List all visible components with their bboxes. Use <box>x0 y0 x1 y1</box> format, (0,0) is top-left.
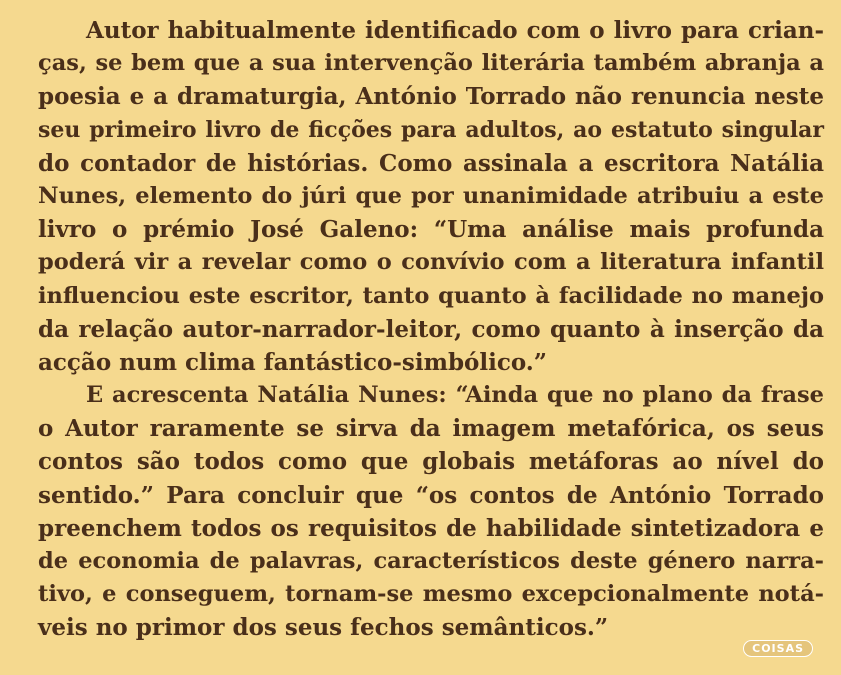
text-line: o Autor raramente se sirva da imagem metafórica, os seus <box>38 415 824 443</box>
text-line: do contador de histórias. Como assinala a escritora Natália <box>38 149 824 177</box>
text-line: poderá vir a revelar como o convívio com a literatura infantil <box>38 249 824 276</box>
text-line: influenciou este escritor, tanto quanto à facilidade no manejo <box>38 282 824 309</box>
text-line: E acrescenta Natália Nunes: “Ainda que no plano da frase <box>86 382 824 409</box>
text-line: Autor habitualmente identificado com o livro para crian- <box>86 17 824 44</box>
text-line: sentido.” Para concluir que “os contos de António Torrado <box>38 481 824 509</box>
text-line: de economia de palavras, característicos deste género narra- <box>38 548 824 574</box>
text-line: ças, se bem que a sua intervenção literária também abranja a <box>38 50 824 77</box>
body-text <box>38 14 824 645</box>
text-line: poesia e a dramaturgia, António Torrado não renuncia neste <box>38 83 824 111</box>
text-line: tivo, e conseguem, tornam-se mesmo excepcionalmente notá- <box>38 581 824 608</box>
text-line: veis no primor dos seus fechos semânticos.” <box>38 614 609 642</box>
text-line: contos são todos como que globais metáforas ao nível do <box>38 448 824 476</box>
text-line: Nunes, elemento do júri que por unanimidade atribuiu a este <box>38 182 824 209</box>
text-line: da relação autor-narrador-leitor, como quanto à inserção da <box>38 315 824 343</box>
text-line: acção num clima fantástico-simbólico.” <box>38 348 548 376</box>
text-line: seu primeiro livro de ficções para adultos, ao estatuto singular <box>38 116 824 143</box>
text-line: preenchem todos os requisitos de habilidade sintetizadora e <box>38 514 824 542</box>
text-line: livro o prémio José Galeno: “Uma análise mais profunda <box>38 216 824 244</box>
watermark-logo: COISAS <box>743 640 813 657</box>
